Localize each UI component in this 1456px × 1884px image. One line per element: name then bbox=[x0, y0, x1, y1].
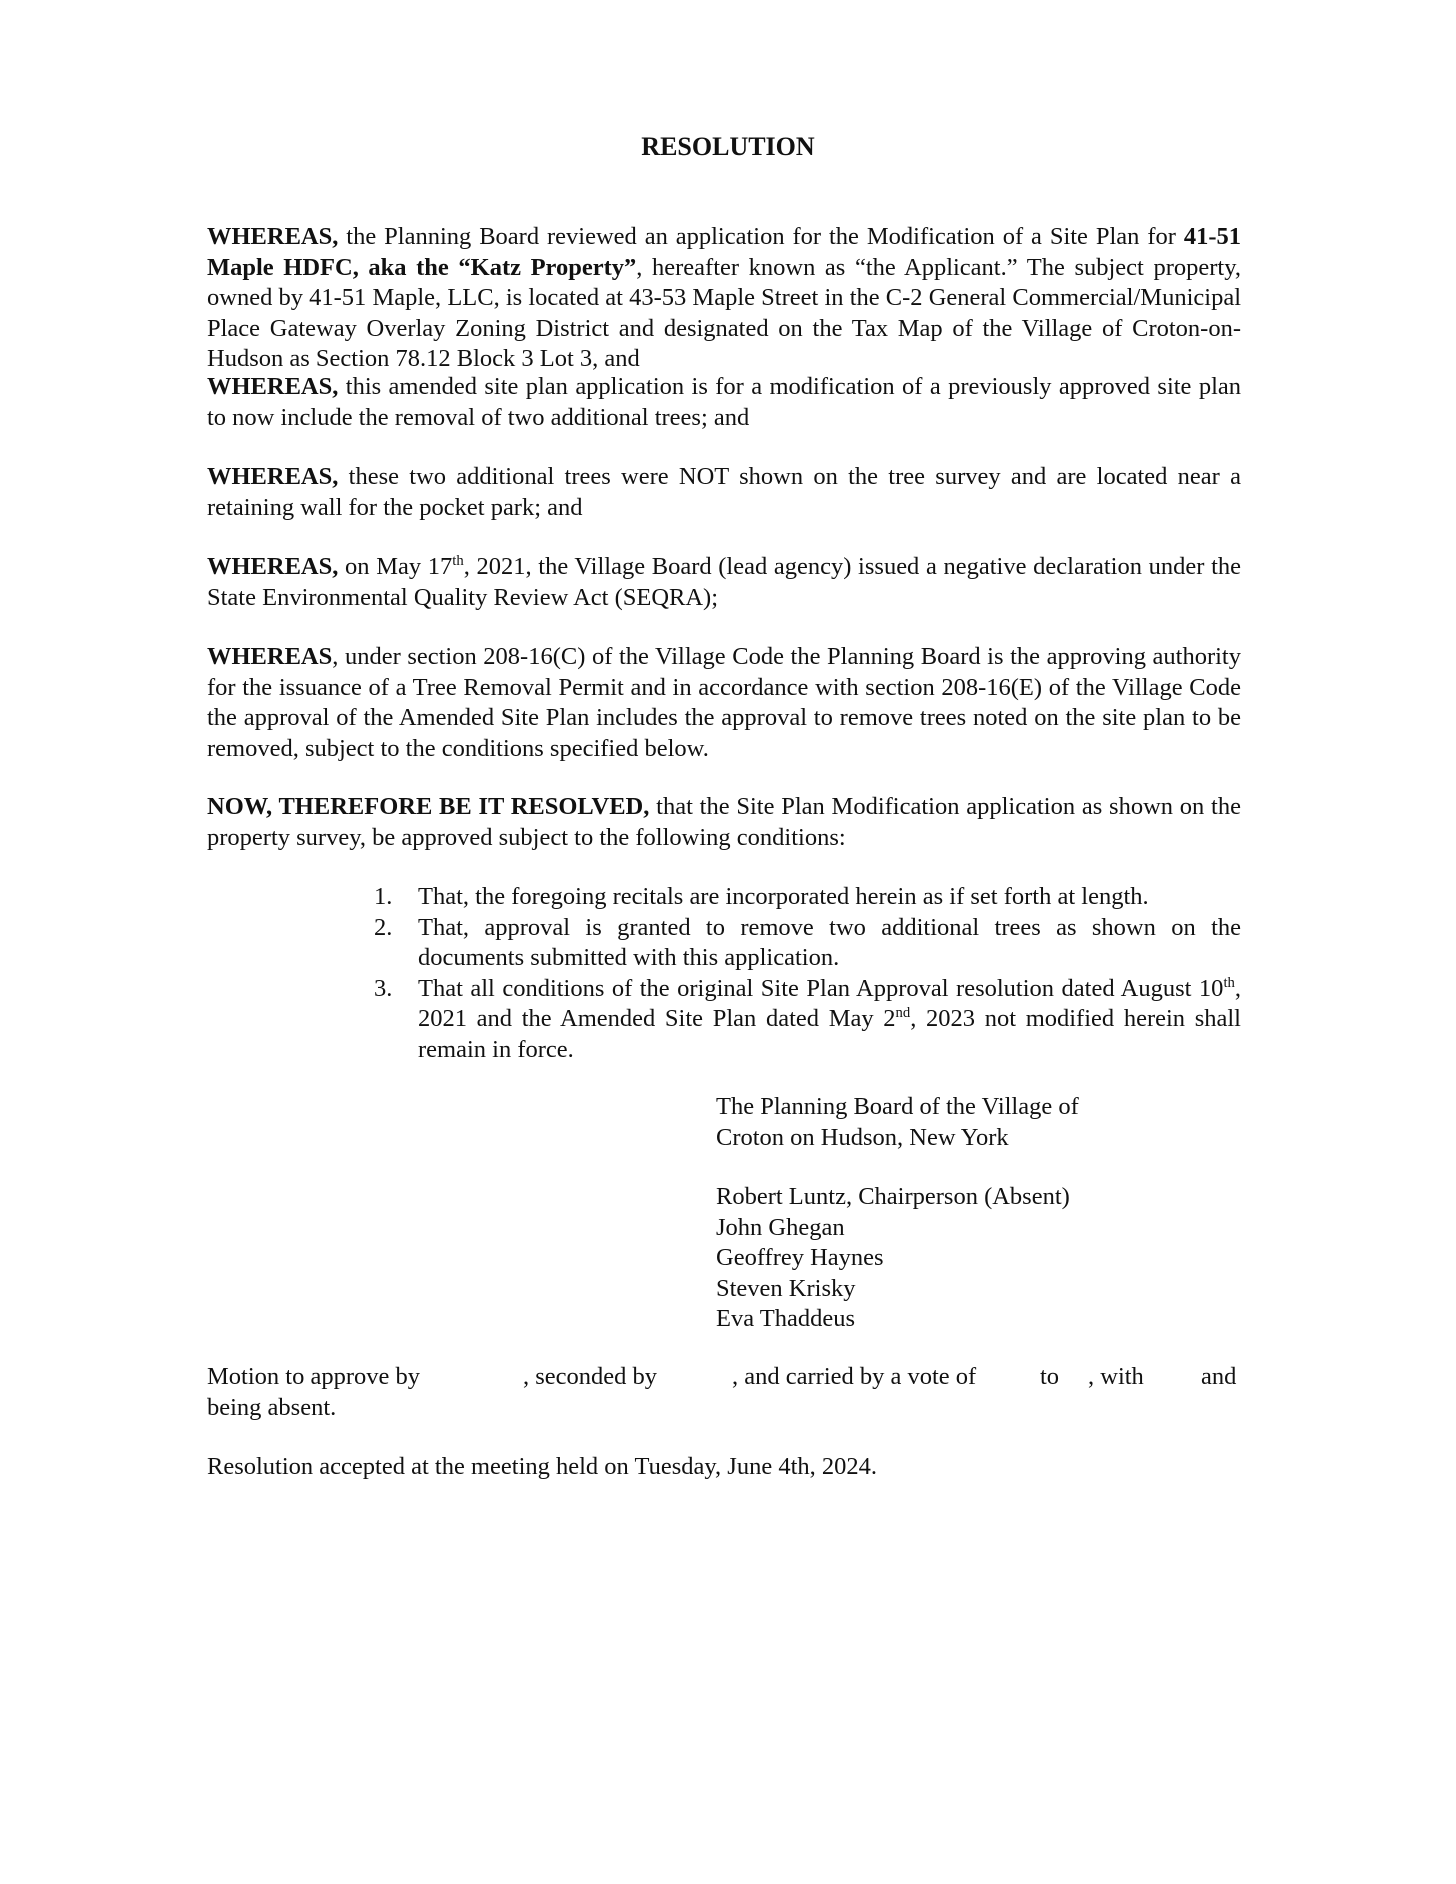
board-member: Robert Luntz, Chairperson (Absent) bbox=[716, 1183, 1070, 1210]
condition-text: , 2023 not modified herein shall remain in force. bbox=[418, 1005, 1241, 1063]
ordinal-suffix: th bbox=[1223, 974, 1235, 991]
board-member: Steven Krisky bbox=[716, 1274, 856, 1302]
board-name-line-2: Croton on Hudson, New York bbox=[716, 1123, 1009, 1151]
condition-number: 1. bbox=[374, 883, 393, 910]
condition-item bbox=[370, 882, 1241, 913]
page-title: RESOLUTION bbox=[641, 132, 815, 161]
motion-text: being absent. bbox=[207, 1393, 337, 1421]
condition-text: That all conditions of the original Site Plan Approval resolution dated August 10 bbox=[418, 974, 1224, 1002]
paragraph-text: these two additional trees were NOT shown on the tree survey and are located near a retaining wall for the pocket park; and bbox=[207, 463, 1241, 521]
board-member: Eva Thaddeus bbox=[716, 1305, 856, 1332]
paragraph-text: this amended site plan application is for a modification of a previously approved site plan to now include the removal of two additional trees; and bbox=[207, 373, 1241, 431]
conditions-list bbox=[370, 882, 1241, 1065]
condition-text: That, approval is granted to remove two additional trees as shown on the documents submitted with this application. bbox=[418, 913, 1241, 971]
whereas-paragraph-1 bbox=[207, 222, 1241, 375]
paragraph-text: on May 17 bbox=[338, 553, 453, 580]
paragraph-text: , 2021, the Village Board (lead agency) issued a negative declaration under the State Environmental Quality Review Act (SEQRA); bbox=[207, 553, 1241, 611]
motion-text: to bbox=[1040, 1363, 1060, 1390]
whereas-paragraph-3 bbox=[207, 462, 1241, 523]
board-name-line-1: The Planning Board of the Village of bbox=[716, 1093, 1079, 1120]
condition-item bbox=[370, 974, 1241, 1066]
ordinal-suffix: th bbox=[452, 552, 464, 569]
motion-text: , and carried by a vote of bbox=[732, 1363, 977, 1390]
paragraph-text: , hereafter known as “the Applicant.” The subject property, owned by 41-51 Maple, LLC, is located at 43-53 Maple Street in the C-2 General Commercial/Municipal Place Gateway Overlay Zoning District and designated on the Tax Map of the Village of Croton-on-Hudson as Section 78.12 Block 3 Lot 3, and bbox=[207, 253, 1241, 372]
whereas-lead: WHEREAS, bbox=[207, 463, 339, 490]
resolved-lead: NOW, THEREFORE BE IT RESOLVED, bbox=[207, 793, 650, 820]
motion-statement bbox=[207, 1362, 1241, 1423]
whereas-lead: WHEREAS, bbox=[207, 223, 339, 250]
whereas-lead: WHEREAS, bbox=[207, 373, 339, 400]
board-signature-block bbox=[716, 1092, 1079, 1153]
resolved-paragraph bbox=[207, 792, 1241, 853]
condition-text: , 2021 and the Amended Site Plan dated May 2 bbox=[418, 974, 1241, 1032]
board-members-list bbox=[716, 1182, 1070, 1335]
paragraph-text: that the Site Plan Modification application as shown on the property survey, be approved subject to the following conditions: bbox=[207, 793, 1241, 851]
paragraph-text: the Planning Board reviewed an application for the Modification of a Site Plan for bbox=[338, 223, 1184, 250]
paragraph-text: , under section 208-16(C) of the Village Code the Planning Board is the approving authority for the issuance of a Tree Removal Permit and in accordance with section 208-16(E) of the Village Code the approval of the Amended Site Plan includes the approval to remove trees noted on the site plan to be removed, subject to the conditions specified below. bbox=[207, 643, 1241, 762]
whereas-paragraph-2 bbox=[207, 372, 1241, 433]
condition-number: 3. bbox=[374, 974, 393, 1002]
ordinal-suffix: nd bbox=[895, 1004, 911, 1021]
whereas-lead: WHEREAS bbox=[207, 643, 333, 670]
whereas-paragraph-4 bbox=[207, 552, 1241, 613]
board-member: Geoffrey Haynes bbox=[716, 1244, 884, 1271]
motion-text: , with bbox=[1088, 1363, 1144, 1390]
motion-text: and bbox=[1201, 1363, 1237, 1390]
whereas-lead: WHEREAS, bbox=[207, 553, 339, 580]
condition-text: That, the foregoing recitals are incorporated herein as if set forth at length. bbox=[418, 883, 1149, 910]
motion-text: Motion to approve by bbox=[207, 1363, 420, 1390]
applicant-name: 41-51 Maple HDFC, aka the “Katz Property” bbox=[207, 223, 1241, 281]
condition-number: 2. bbox=[374, 913, 393, 941]
condition-item bbox=[370, 913, 1241, 974]
board-member: John Ghegan bbox=[716, 1213, 845, 1241]
motion-text: , seconded by bbox=[523, 1363, 658, 1390]
acceptance-statement: Resolution accepted at the meeting held on Tuesday, June 4th, 2024. bbox=[207, 1453, 878, 1480]
whereas-paragraph-5 bbox=[207, 642, 1241, 764]
